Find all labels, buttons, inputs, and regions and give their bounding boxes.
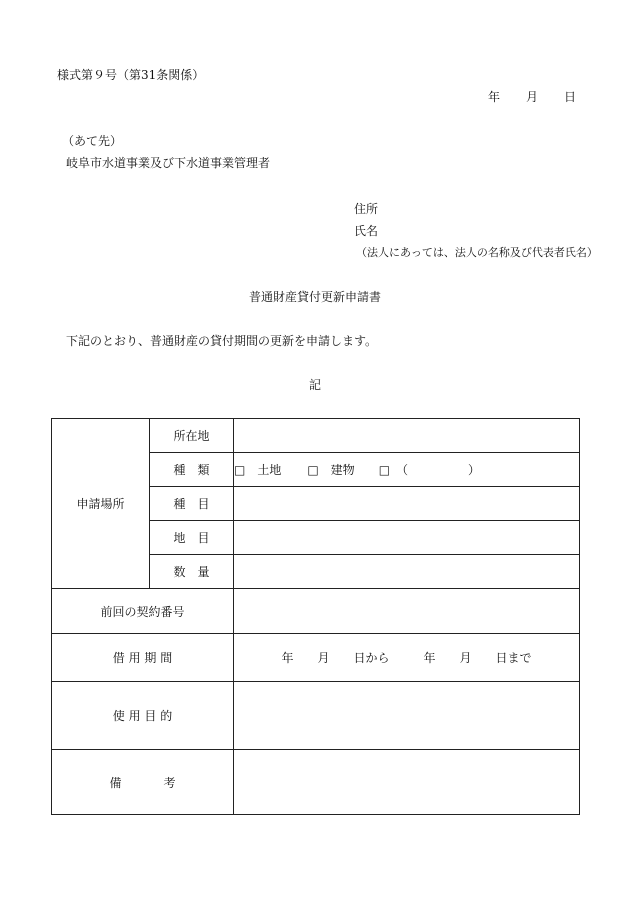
period-value [234,634,580,682]
date-year: 年 [488,90,501,104]
document-title: 普通財産貸付更新申請書 [248,290,381,304]
date-month: 月 [526,90,539,104]
remarks-label-2: 考 [163,775,176,790]
period-label: 借 用 期 間 [52,634,234,682]
remarks-label [52,750,234,815]
applicant-note: （法人にあっては、法人の名称及び代表者氏名） [356,246,598,259]
table-row [52,419,580,453]
remarks-value[interactable] [234,750,580,815]
prev-contract-label: 前回の契約番号 [52,589,234,634]
purpose-value[interactable] [234,682,580,750]
period-to-year: 年 [423,651,436,665]
application-table [51,418,580,815]
period-from-month: 月 [317,651,330,665]
category-value[interactable] [234,487,580,521]
prev-contract-value[interactable] [234,589,580,634]
location-value[interactable] [234,419,580,453]
period-from-day: 日から [353,651,390,665]
period-to-month: 月 [459,651,472,665]
remarks-label-1: 備 [109,775,122,790]
kind-option-land[interactable]: □ 土地 [234,463,282,477]
date-line [488,91,576,103]
period-to-day: 日まで [495,651,532,665]
purpose-label: 使 用 目 的 [52,682,234,750]
form-number: 様式第９号（第31条関係） [57,68,205,82]
kind-option-building[interactable]: □ 建物 [307,463,355,477]
date-day: 日 [564,90,577,104]
quantity-value[interactable] [234,555,580,589]
period-from-year: 年 [281,651,294,665]
location-label: 所在地 [150,419,234,453]
table-row [52,589,580,634]
ki-heading: 記 [308,378,321,392]
kind-label: 種 類 [150,453,234,487]
kind-options [234,453,580,487]
statement: 下記のとおり、普通財産の貸付期間の更新を申請します。 [66,334,378,348]
table-row [52,750,580,815]
applicant-name-label: 氏名 [354,224,379,238]
lot-label: 地 目 [150,521,234,555]
addressee-label: （あて先） [62,134,123,148]
kind-option-other[interactable]: □ （ ） [378,463,481,477]
applicant-address-label: 住所 [354,202,379,216]
lot-value[interactable] [234,521,580,555]
quantity-label: 数 量 [150,555,234,589]
location-group-label: 申請場所 [52,419,150,589]
table-row [52,682,580,750]
addressee-name: 岐阜市水道事業及び下水道事業管理者 [66,156,271,170]
category-label: 種 目 [150,487,234,521]
table-row [52,634,580,682]
